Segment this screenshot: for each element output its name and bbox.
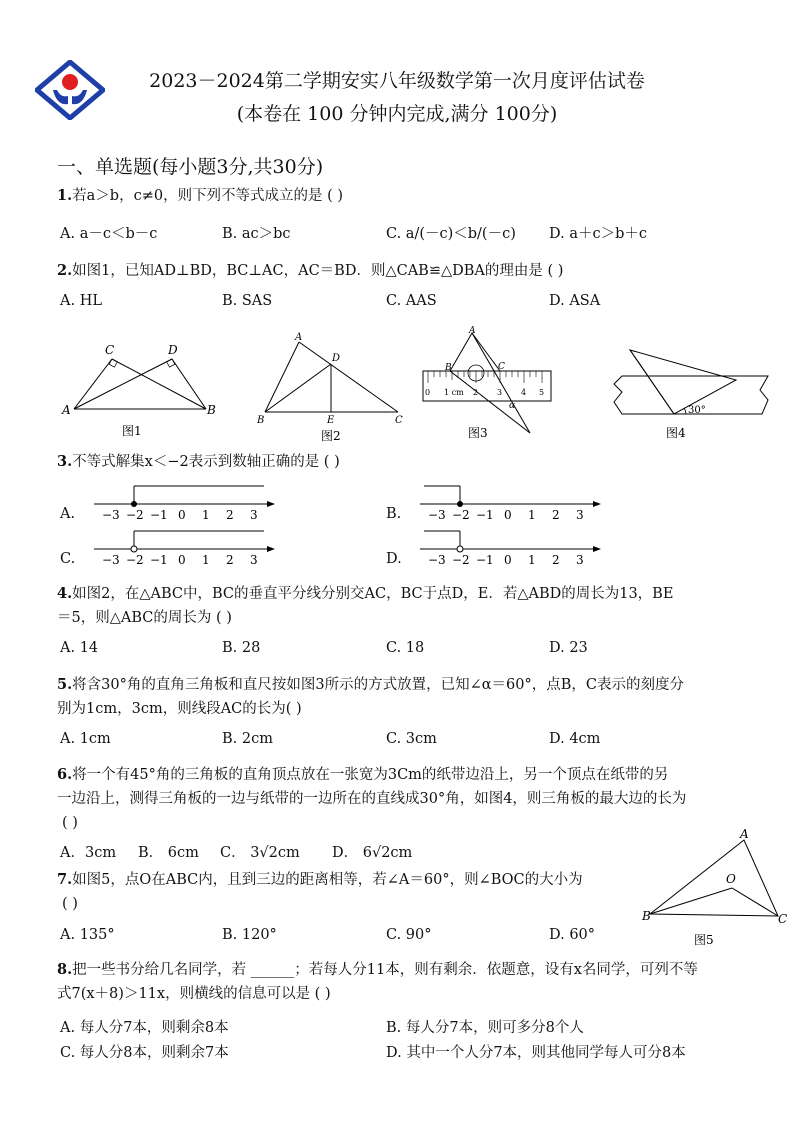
q2-option-b[interactable]: B. SAS [222, 293, 273, 309]
fig2-label-e: E [327, 415, 335, 426]
question-6-cont: 一边沿上，测得三角板的一边与纸带的一边所在的直线成30°角，如图4，则三角板的最大边的长为 [57, 791, 687, 807]
tick-neg2: −2 [452, 553, 470, 565]
fig1-label-a: A [62, 403, 71, 417]
q1-option-a[interactable]: A. a－c＜b－c [60, 226, 158, 242]
q4-option-a[interactable]: A. 14 [60, 640, 99, 656]
tick-neg1: −1 [150, 553, 168, 565]
q7-option-d[interactable]: D. 60° [549, 927, 596, 943]
q3-option-c[interactable]: C. [60, 551, 76, 567]
q6-option-b[interactable]: B． 6cm [138, 845, 199, 861]
q2-option-d[interactable]: D. ASA [549, 293, 601, 309]
q5-option-d[interactable]: D. 4cm [549, 731, 601, 747]
question-6: 6.将一个有45°角的三角板的直角顶点放在一张宽为3Cm的纸带边沿上，另一个顶点在纸带的另 [57, 766, 669, 783]
q6-option-c[interactable]: C． 3√2cm [220, 845, 300, 861]
q4-option-d[interactable]: D. 23 [549, 640, 588, 656]
fig1-label-b: B [207, 403, 216, 417]
question-5: 5.将含30°角的直角三角板和直尺按如图3所示的方式放置，已知∠α＝60°，点B，C表示的刻度分 [57, 676, 684, 693]
tick-3: 3 [576, 508, 584, 520]
q1-option-c[interactable]: C. a/(－c)＜b/(－c) [386, 226, 516, 242]
tick-2: 2 [552, 553, 560, 565]
question-7-paren: ( ) [62, 896, 78, 912]
tick-2: 2 [226, 553, 234, 565]
tick-neg3: −3 [102, 553, 120, 565]
fig1-label-c: C [105, 343, 115, 357]
fig5-label-c: C [778, 912, 788, 926]
fig3-label-alpha: α [509, 401, 516, 411]
tick-neg2: −2 [126, 553, 144, 565]
tick-1: 1 [202, 508, 210, 520]
q7-option-a[interactable]: A. 135° [60, 927, 115, 943]
fig1-label-d: D [168, 343, 178, 357]
fig4-angle-label: 30° [688, 405, 706, 416]
question-stem: 若a＞b，c≠0，则下列不等式成立的是 ( ) [72, 188, 344, 204]
q2-option-a[interactable]: A. HL [60, 293, 102, 309]
ruler-tick-0: 0 [425, 388, 431, 397]
tick-2: 2 [226, 508, 234, 520]
q8-option-a[interactable]: A. 每人分7本，则剩余8本 [60, 1020, 229, 1036]
question-8: 8.把一些书分给几名同学，若 ______；若每人分11本，则有剩余．依题意，设有x名同学，可列不等 [57, 961, 698, 978]
tick-neg2: −2 [126, 508, 144, 520]
tick-0: 0 [504, 553, 512, 565]
fig4-caption: 图4 [666, 426, 686, 440]
q1-option-b[interactable]: B. ac＞bc [222, 226, 291, 242]
exam-subtitle: (本卷在 100 分钟内完成,满分 100分) [236, 103, 558, 125]
question-4-cont: ＝5，则△ABC的周长为 ( ) [57, 610, 232, 626]
q7-option-b[interactable]: B. 120° [222, 927, 277, 943]
q7-option-c[interactable]: C. 90° [386, 927, 432, 943]
q3-number-line-d [418, 527, 603, 565]
tick-3: 3 [250, 553, 258, 565]
fig3-label-c: C [498, 362, 505, 372]
tick-neg1: −1 [150, 508, 168, 520]
q1-option-d[interactable]: D. a＋c＞b＋c [549, 226, 647, 242]
q8-option-d[interactable]: D. 其中一个人分7本，则其他同学每人可分8本 [386, 1045, 686, 1061]
ruler-tick-1: 1 cm [444, 388, 464, 397]
figure-5 [640, 826, 790, 952]
tick-0: 0 [178, 553, 186, 565]
section-heading: 一、单选题(每小题3分,共30分) [57, 156, 324, 178]
q4-option-c[interactable]: C. 18 [386, 640, 425, 656]
q3-option-a[interactable]: A. [60, 506, 76, 522]
fig5-label-b: B [642, 909, 651, 923]
fig2-caption: 图2 [321, 429, 341, 443]
question-6-paren: ( ) [62, 815, 78, 831]
question-number: 1. [57, 187, 73, 204]
tick-0: 0 [178, 508, 186, 520]
fig1-caption: 图1 [122, 424, 142, 438]
tick-neg2: −2 [452, 508, 470, 520]
q8-option-b[interactable]: B. 每人分7本，则可多分8个人 [386, 1020, 584, 1036]
fig5-label-o: O [726, 872, 736, 886]
fig3-label-a: A [469, 326, 476, 336]
question-4: 4.如图2，在△ABC中，BC的垂直平分线分别交AC，BC于点D，E．若△ABD的周长为13，BE [57, 585, 674, 602]
question-8-cont: 式7(x＋8)＞11x，则横线的信息可以是 ( ) [57, 986, 331, 1002]
tick-3: 3 [250, 508, 258, 520]
question-7: 7.如图5，点O在ABC内，且到三边的距离相等，若∠A＝60°，则∠BOC的大小为 [57, 871, 583, 888]
figure-1 [60, 335, 230, 445]
tick-neg1: −1 [476, 553, 494, 565]
fig5-caption: 图5 [694, 933, 714, 947]
q4-option-b[interactable]: B. 28 [222, 640, 261, 656]
tick-1: 1 [202, 553, 210, 565]
q3-option-d[interactable]: D. [386, 551, 402, 567]
q5-option-c[interactable]: C. 3cm [386, 731, 437, 747]
fig5-label-a: A [740, 827, 749, 841]
tick-neg3: −3 [428, 553, 446, 565]
ruler-tick-5: 5 [539, 388, 545, 397]
fig2-label-c: C [395, 415, 403, 426]
question-3: 3.不等式解集x＜−2表示到数轴正确的是 ( ) [57, 453, 340, 470]
ruler-tick-3: 3 [497, 388, 503, 397]
figure-3 [420, 325, 555, 445]
question-5-cont: 别为1cm，3cm，则线段AC的长为( ) [57, 701, 302, 717]
fig3-caption: 图3 [468, 426, 488, 440]
q3-number-line-c [92, 527, 277, 565]
figure-2 [255, 330, 410, 445]
q2-option-c[interactable]: C. AAS [386, 293, 437, 309]
tick-0: 0 [504, 508, 512, 520]
question-2: 2.如图1，已知AD⊥BD，BC⊥AC，AC＝BD．则△CAB≌△DBA的理由是 ( ) [57, 262, 564, 279]
tick-1: 1 [528, 508, 536, 520]
tick-neg1: −1 [476, 508, 494, 520]
q8-option-c[interactable]: C. 每人分8本，则剩余7本 [60, 1045, 229, 1061]
fig3-label-b: B [445, 363, 452, 373]
ruler-tick-4: 4 [521, 388, 527, 397]
q3-option-b[interactable]: B. [386, 506, 402, 522]
fig2-label-b: B [257, 415, 265, 426]
fig2-label-a: A [295, 332, 303, 343]
tick-1: 1 [528, 553, 536, 565]
fig2-label-d: D [332, 353, 341, 364]
exam-title: 2023－2024第二学期安实八年级数学第一次月度评估试卷 [149, 70, 645, 92]
q6-option-a[interactable]: A．3cm [60, 845, 117, 861]
tick-3: 3 [576, 553, 584, 565]
q3-number-line-b [418, 482, 603, 520]
q5-option-a[interactable]: A. 1cm [60, 731, 111, 747]
tick-2: 2 [552, 508, 560, 520]
tick-neg3: −3 [102, 508, 120, 520]
tick-neg3: −3 [428, 508, 446, 520]
ruler-tick-2: 2 [473, 388, 479, 397]
question-1 [57, 189, 343, 204]
q5-option-b[interactable]: B. 2cm [222, 731, 273, 747]
figure-4 [608, 340, 778, 445]
q6-option-d[interactable]: D． 6√2cm [332, 845, 413, 861]
q3-number-line-a [92, 482, 277, 520]
